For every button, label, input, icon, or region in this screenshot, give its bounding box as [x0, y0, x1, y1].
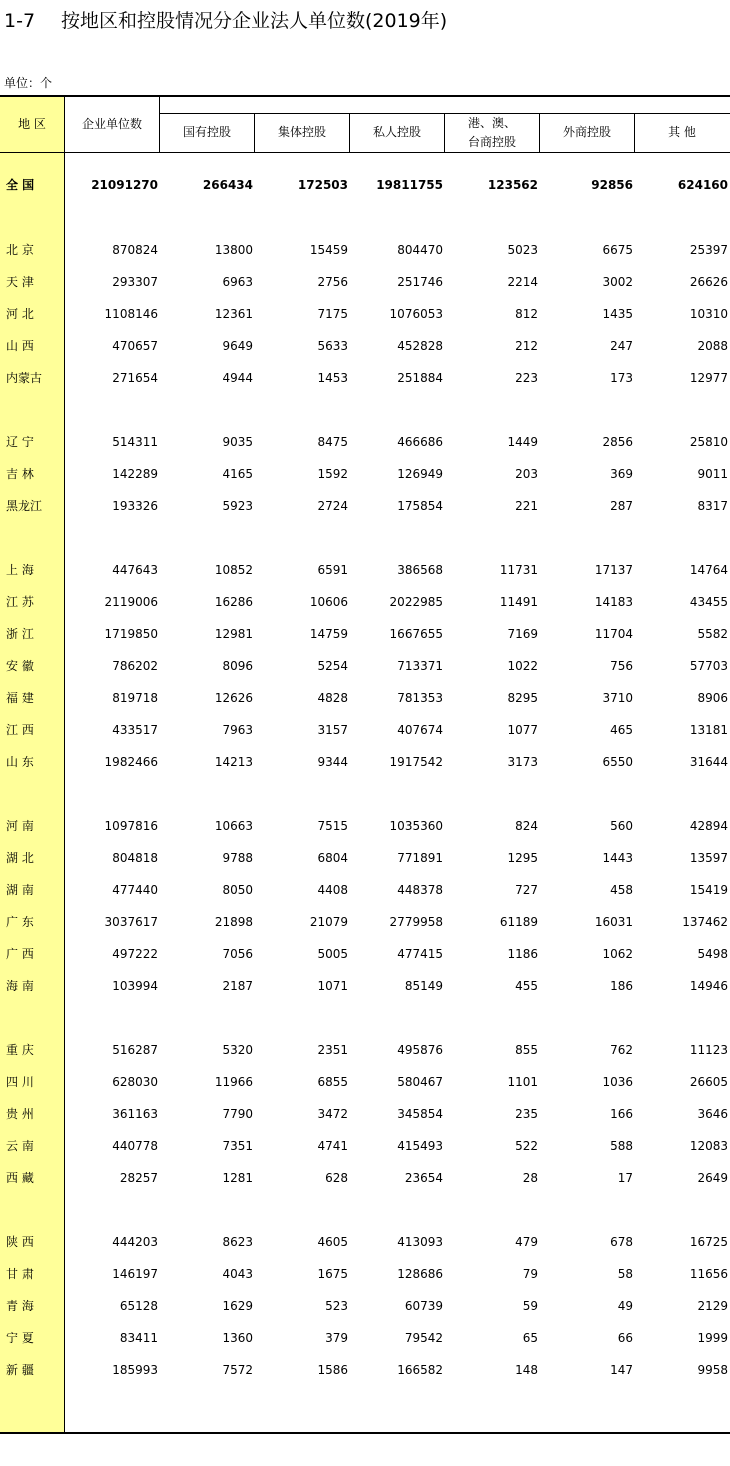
value-cell: 781353: [397, 691, 443, 705]
value-cell: 7056: [222, 947, 253, 961]
value-cell: 1449: [507, 435, 538, 449]
value-cell: 31644: [689, 755, 728, 769]
value-cell: 6550: [602, 755, 633, 769]
value-cell: 61189: [499, 915, 538, 929]
value-cell: 57703: [689, 659, 728, 673]
value-cell: 11704: [594, 627, 633, 641]
value-cell: 5498: [697, 947, 728, 961]
value-cell: 1108146: [104, 307, 158, 321]
value-cell: 92856: [591, 178, 633, 192]
value-cell: 6804: [317, 851, 348, 865]
region-name: 广 东: [6, 915, 34, 929]
value-cell: 223: [515, 371, 538, 385]
region-name: 四 川: [6, 1075, 34, 1089]
value-cell: 4741: [317, 1139, 348, 1153]
value-cell: 21898: [214, 915, 253, 929]
value-cell: 804818: [112, 851, 158, 865]
value-cell: 477415: [397, 947, 443, 961]
value-cell: 361163: [112, 1107, 158, 1121]
region-name: 河 北: [6, 307, 34, 321]
value-cell: 9788: [222, 851, 253, 865]
header-other: 其 他: [668, 125, 696, 139]
value-cell: 1719850: [104, 627, 158, 641]
value-cell: 379: [325, 1331, 348, 1345]
value-cell: 9649: [222, 339, 253, 353]
value-cell: 1586: [317, 1363, 348, 1377]
value-cell: 2756: [317, 275, 348, 289]
value-cell: 12361: [214, 307, 253, 321]
value-cell: 16286: [214, 595, 253, 609]
value-cell: 12981: [214, 627, 253, 641]
value-cell: 23654: [404, 1171, 443, 1185]
value-cell: 16725: [689, 1235, 728, 1249]
value-cell: 6591: [317, 563, 348, 577]
value-cell: 580467: [397, 1075, 443, 1089]
region-name: 安 徽: [6, 659, 34, 673]
value-cell: 126949: [397, 467, 443, 481]
value-cell: 369: [610, 467, 633, 481]
value-cell: 1076053: [389, 307, 443, 321]
value-cell: 3002: [602, 275, 633, 289]
value-cell: 678: [610, 1235, 633, 1249]
region-name: 重 庆: [6, 1043, 34, 1057]
value-cell: 1999: [697, 1331, 728, 1345]
value-cell: 85149: [404, 979, 443, 993]
value-cell: 26626: [689, 275, 728, 289]
header-state: 国有控股: [182, 125, 231, 139]
value-cell: 17: [617, 1171, 633, 1185]
value-cell: 8623: [222, 1235, 253, 1249]
value-cell: 804470: [397, 243, 443, 257]
value-cell: 10852: [214, 563, 253, 577]
region-name: 上 海: [6, 563, 34, 577]
value-cell: 271654: [112, 371, 158, 385]
value-cell: 4043: [222, 1267, 253, 1281]
data-table: [0, 95, 730, 1434]
value-cell: 9958: [697, 1363, 728, 1377]
value-cell: 66: [617, 1331, 633, 1345]
value-cell: 448378: [397, 883, 443, 897]
value-cell: 10310: [689, 307, 728, 321]
value-cell: 137462: [682, 915, 728, 929]
value-cell: 193326: [112, 499, 158, 513]
value-cell: 26605: [689, 1075, 728, 1089]
value-cell: 6963: [222, 275, 253, 289]
value-cell: 185993: [112, 1363, 158, 1377]
value-cell: 166: [610, 1107, 633, 1121]
value-cell: 11731: [499, 563, 538, 577]
region-name: 辽 宁: [6, 435, 34, 449]
value-cell: 447643: [112, 563, 158, 577]
value-cell: 83411: [119, 1331, 158, 1345]
value-cell: 4605: [317, 1235, 348, 1249]
region-name: 广 西: [6, 947, 34, 961]
value-cell: 2088: [697, 339, 728, 353]
value-cell: 470657: [112, 339, 158, 353]
value-cell: 1071: [317, 979, 348, 993]
value-cell: 522: [515, 1139, 538, 1153]
value-cell: 1629: [222, 1299, 253, 1313]
value-cell: 452828: [397, 339, 443, 353]
value-cell: 212: [515, 339, 538, 353]
region-name: 全 国: [6, 178, 35, 192]
value-cell: 9344: [317, 755, 348, 769]
value-cell: 870824: [112, 243, 158, 257]
page-title: [4, 6, 447, 33]
value-cell: 824: [515, 819, 538, 833]
region-name: 北 京: [6, 243, 34, 257]
value-cell: 8096: [222, 659, 253, 673]
value-cell: 12977: [689, 371, 728, 385]
value-cell: 221: [515, 499, 538, 513]
value-cell: 43455: [689, 595, 728, 609]
region-name: 河 南: [6, 819, 34, 833]
value-cell: 146197: [112, 1267, 158, 1281]
value-cell: 465: [610, 723, 633, 737]
value-cell: 175854: [397, 499, 443, 513]
unit-label: 单位：个: [4, 76, 53, 90]
region-name: 山 东: [6, 755, 34, 769]
value-cell: 8295: [507, 691, 538, 705]
value-cell: 4165: [222, 467, 253, 481]
table-bottom-rule: [0, 1432, 730, 1434]
value-cell: 15419: [689, 883, 728, 897]
header-hmt-line2: 台商控股: [467, 135, 516, 149]
region-name: 浙 江: [6, 627, 34, 641]
value-cell: 1035360: [389, 819, 443, 833]
header-total: 企业单位数: [81, 117, 142, 131]
value-cell: 11123: [689, 1043, 728, 1057]
value-cell: 4408: [317, 883, 348, 897]
value-cell: 28257: [119, 1171, 158, 1185]
value-cell: 1036: [602, 1075, 633, 1089]
header-hmt: [445, 115, 539, 150]
value-cell: 147: [610, 1363, 633, 1377]
value-cell: 2724: [317, 499, 348, 513]
value-cell: 16031: [594, 915, 633, 929]
region-name: 新 疆: [6, 1363, 34, 1377]
region-name: 江 西: [6, 723, 34, 737]
value-cell: 12626: [214, 691, 253, 705]
value-cell: 812: [515, 307, 538, 321]
value-cell: 7515: [317, 819, 348, 833]
value-cell: 25397: [689, 243, 728, 257]
value-cell: 15459: [309, 243, 348, 257]
value-cell: 293307: [112, 275, 158, 289]
region-name: 福 建: [6, 691, 34, 705]
value-cell: 786202: [112, 659, 158, 673]
region-name: 贵 州: [6, 1107, 34, 1121]
value-cell: 14759: [309, 627, 348, 641]
region-name: 甘 肃: [6, 1267, 34, 1281]
value-cell: 3157: [317, 723, 348, 737]
value-cell: 2214: [507, 275, 538, 289]
value-cell: 1186: [507, 947, 538, 961]
value-cell: 25810: [689, 435, 728, 449]
value-cell: 21091270: [91, 178, 158, 192]
value-cell: 7790: [222, 1107, 253, 1121]
value-cell: 1077: [507, 723, 538, 737]
value-cell: 1453: [317, 371, 348, 385]
value-cell: 479: [515, 1235, 538, 1249]
value-cell: 1443: [602, 851, 633, 865]
value-cell: 497222: [112, 947, 158, 961]
value-cell: 148: [515, 1363, 538, 1377]
region-name: 内蒙古: [6, 371, 43, 385]
value-cell: 2022985: [389, 595, 443, 609]
value-cell: 4828: [317, 691, 348, 705]
value-cell: 8050: [222, 883, 253, 897]
value-cell: 58: [617, 1267, 633, 1281]
table-top-rule: [0, 95, 730, 97]
value-cell: 2649: [697, 1171, 728, 1185]
value-cell: 186: [610, 979, 633, 993]
value-cell: 247: [610, 339, 633, 353]
value-cell: 4944: [222, 371, 253, 385]
value-cell: 11656: [689, 1267, 728, 1281]
value-cell: 628: [325, 1171, 348, 1185]
value-cell: 628030: [112, 1075, 158, 1089]
value-cell: 713371: [397, 659, 443, 673]
value-cell: 123562: [487, 178, 538, 192]
value-cell: 433517: [112, 723, 158, 737]
value-cell: 10663: [214, 819, 253, 833]
value-cell: 5923: [222, 499, 253, 513]
region-name: 青 海: [6, 1299, 34, 1313]
region-name: 云 南: [6, 1139, 34, 1153]
value-cell: 11966: [214, 1075, 253, 1089]
value-cell: 13800: [214, 243, 253, 257]
value-cell: 3472: [317, 1107, 348, 1121]
value-cell: 79: [522, 1267, 538, 1281]
value-cell: 407674: [397, 723, 443, 737]
value-cell: 13181: [689, 723, 728, 737]
value-cell: 386568: [397, 563, 443, 577]
value-cell: 345854: [397, 1107, 443, 1121]
value-cell: 3037617: [104, 915, 158, 929]
region-name: 吉 林: [6, 467, 34, 481]
value-cell: 59: [522, 1299, 538, 1313]
value-cell: 9011: [697, 467, 728, 481]
value-cell: 2856: [602, 435, 633, 449]
value-cell: 1675: [317, 1267, 348, 1281]
value-cell: 1097816: [104, 819, 158, 833]
value-cell: 7175: [317, 307, 348, 321]
value-cell: 1592: [317, 467, 348, 481]
region-name: 西 藏: [6, 1171, 34, 1185]
value-cell: 3646: [697, 1107, 728, 1121]
region-name: 海 南: [6, 979, 34, 993]
value-cell: 5320: [222, 1043, 253, 1057]
region-name: 宁 夏: [6, 1331, 34, 1345]
header-bottom-rule: [0, 152, 730, 153]
value-cell: 287: [610, 499, 633, 513]
value-cell: 142289: [112, 467, 158, 481]
value-cell: 7963: [222, 723, 253, 737]
region-name: 江 苏: [6, 595, 34, 609]
header-hmt-line1: 港、澳、: [467, 116, 516, 130]
value-cell: 727: [515, 883, 538, 897]
value-cell: 14183: [594, 595, 633, 609]
value-cell: 819718: [112, 691, 158, 705]
value-cell: 8475: [317, 435, 348, 449]
value-cell: 516287: [112, 1043, 158, 1057]
value-cell: 440778: [112, 1139, 158, 1153]
value-cell: 466686: [397, 435, 443, 449]
value-cell: 266434: [202, 178, 253, 192]
value-cell: 3710: [602, 691, 633, 705]
value-cell: 514311: [112, 435, 158, 449]
value-cell: 65: [522, 1331, 538, 1345]
value-cell: 2351: [317, 1043, 348, 1057]
region-name: 湖 北: [6, 851, 34, 865]
value-cell: 103994: [112, 979, 158, 993]
value-cell: 762: [610, 1043, 633, 1057]
region-name: 湖 南: [6, 883, 34, 897]
value-cell: 413093: [397, 1235, 443, 1249]
value-cell: 2129: [697, 1299, 728, 1313]
value-cell: 1917542: [389, 755, 443, 769]
value-cell: 11491: [499, 595, 538, 609]
value-cell: 19811755: [376, 178, 443, 192]
value-cell: 455: [515, 979, 538, 993]
value-cell: 477440: [112, 883, 158, 897]
value-cell: 458: [610, 883, 633, 897]
value-cell: 251746: [397, 275, 443, 289]
value-cell: 1295: [507, 851, 538, 865]
value-cell: 1667655: [389, 627, 443, 641]
value-cell: 6855: [317, 1075, 348, 1089]
value-cell: 7351: [222, 1139, 253, 1153]
value-cell: 415493: [397, 1139, 443, 1153]
value-cell: 7169: [507, 627, 538, 641]
region-name: 山 西: [6, 339, 34, 353]
header-region: 地 区: [18, 117, 46, 131]
value-cell: 60739: [404, 1299, 443, 1313]
value-cell: 128686: [397, 1267, 443, 1281]
value-cell: 5254: [317, 659, 348, 673]
value-cell: 1281: [222, 1171, 253, 1185]
value-cell: 588: [610, 1139, 633, 1153]
region-name: 天 津: [6, 275, 34, 289]
region-name: 陕 西: [6, 1235, 34, 1249]
value-cell: 7572: [222, 1363, 253, 1377]
value-cell: 495876: [397, 1043, 443, 1057]
value-cell: 2187: [222, 979, 253, 993]
value-cell: 5005: [317, 947, 348, 961]
value-cell: 14946: [689, 979, 728, 993]
value-cell: 172503: [297, 178, 348, 192]
value-cell: 28: [522, 1171, 538, 1185]
value-cell: 756: [610, 659, 633, 673]
value-cell: 42894: [689, 819, 728, 833]
value-cell: 2119006: [104, 595, 158, 609]
value-cell: 1360: [222, 1331, 253, 1345]
value-cell: 560: [610, 819, 633, 833]
region-name: 黑龙江: [6, 499, 43, 513]
value-cell: 1982466: [104, 755, 158, 769]
value-cell: 624160: [677, 178, 728, 192]
value-cell: 14764: [689, 563, 728, 577]
value-cell: 1101: [507, 1075, 538, 1089]
value-cell: 5023: [507, 243, 538, 257]
value-cell: 444203: [112, 1235, 158, 1249]
value-cell: 8317: [697, 499, 728, 513]
value-cell: 771891: [397, 851, 443, 865]
value-cell: 1062: [602, 947, 633, 961]
value-cell: 5633: [317, 339, 348, 353]
value-cell: 8906: [697, 691, 728, 705]
value-cell: 12083: [689, 1139, 728, 1153]
value-cell: 6675: [602, 243, 633, 257]
header-private: 私人控股: [372, 125, 421, 139]
value-cell: 251884: [397, 371, 443, 385]
table-number: 1-7: [4, 10, 36, 32]
value-cell: 1022: [507, 659, 538, 673]
value-cell: 173: [610, 371, 633, 385]
value-cell: 13597: [689, 851, 728, 865]
value-cell: 235: [515, 1107, 538, 1121]
value-cell: 3173: [507, 755, 538, 769]
value-cell: 10606: [309, 595, 348, 609]
value-cell: 855: [515, 1043, 538, 1057]
value-cell: 5582: [697, 627, 728, 641]
value-cell: 166582: [397, 1363, 443, 1377]
header-foreign: 外商控股: [562, 125, 611, 139]
value-cell: 49: [617, 1299, 633, 1313]
value-cell: 1435: [602, 307, 633, 321]
value-cell: 65128: [119, 1299, 158, 1313]
value-cell: 79542: [404, 1331, 443, 1345]
value-cell: 2779958: [389, 915, 443, 929]
value-cell: 203: [515, 467, 538, 481]
value-cell: 21079: [309, 915, 348, 929]
value-cell: 523: [325, 1299, 348, 1313]
value-cell: 14213: [214, 755, 253, 769]
table-title: 按地区和控股情况分企业法人单位数(2019年): [61, 10, 448, 32]
header-collective: 集体控股: [277, 125, 326, 139]
value-cell: 9035: [222, 435, 253, 449]
value-cell: 17137: [594, 563, 633, 577]
